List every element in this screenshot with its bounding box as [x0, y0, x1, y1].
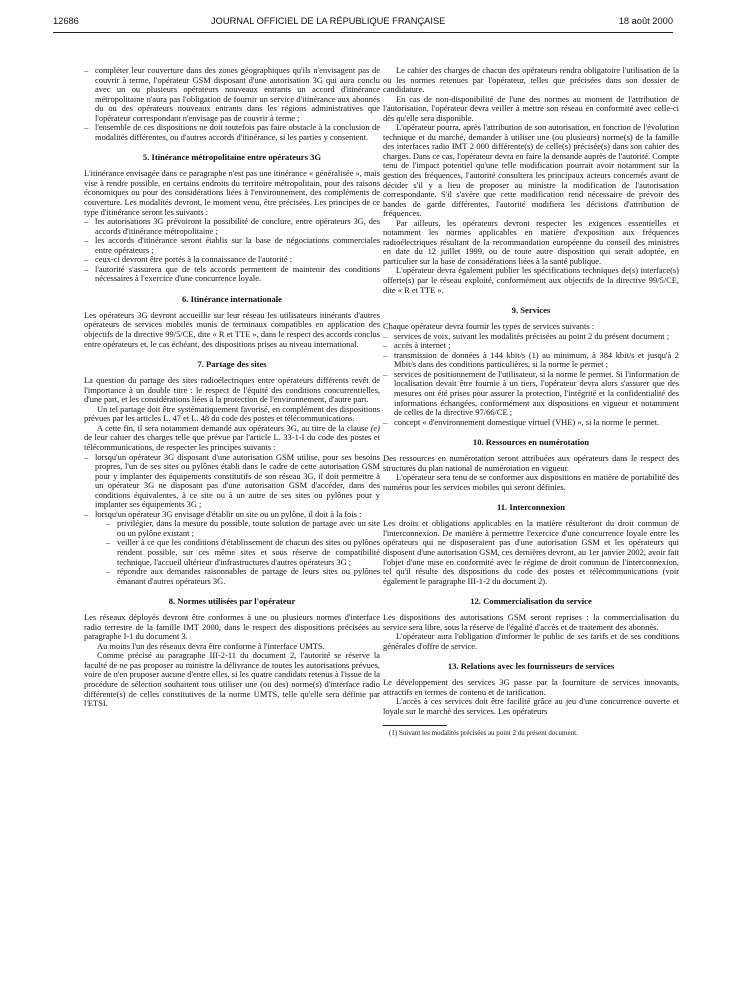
journal-title: JOURNAL OFFICIEL DE LA RÉPUBLIQUE FRANÇAISE	[211, 16, 446, 26]
list-item: – accès à internet ;	[383, 341, 679, 351]
paragraph: Au moins l'un des réseaux devra être conforme à l'interface UMTS.	[97, 640, 325, 651]
section-heading-9: 9. Services	[511, 305, 551, 316]
bullet-list	[84, 453, 380, 587]
paragraph: La question du partage des sites radioélectriques entre opérateurs différents revêt de l'importance à un double titre : le respect de l'équité des conditions concurrentielles, d'une part, et les considérations liées à la protection de l'environnement, d'autre part.	[84, 375, 380, 405]
paragraph: Les réseaux déployés devront être conformes à une ou plusieurs normes d'interface radio terrestre de la famille IMT 2000, dans le respect des dispositions précisées au paragraphe I-1 du document 3.	[84, 612, 380, 642]
running-header	[53, 16, 673, 30]
paragraph: A cette fin, il sera notamment demandé aux opérateurs 3G, au titre de la clause (e) de leur cahier des charges telle que prévue par l'article L. 33-1-I du code des postes et télécommunications, de respecter les principes suivants :	[84, 422, 380, 452]
paragraph: Par ailleurs, les opérateurs devront respecter les exigences essentielles et notamment les normes applicables en matière d'exposition aux fréquences radioélectriques résultant de la recommandation européenne du conseil des ministres en date du 12 juillet 1999, ou de toute autre disposition qui serait adoptée, en particulier sur la base de considérations liées à la santé publique.	[383, 217, 679, 266]
paragraph: Les dispositions des autorisations GSM seront reprises : la commercialisation du service sera libre, sous la réserve de l'égalité d'accès et de traitement des abonnés.	[383, 612, 679, 632]
list-item: – services de positionnement de l'utilisateur, si la norme le permet. Si l'information de localisation devait être fournie à un tiers, l'opérateur devra alors s'assurer que des mesures ont été prises pour assurer la protection, l'intégrité et la confidentialité des informations échangées, conformément aux dispositions en vigueur et notamment de celles de la directive 97/66/CE ;	[383, 370, 679, 418]
list-item: – l'autorité s'assurera que de tels accords permettent de maintenir des conditions nécessaires à l'exercice d'une concurrence loyale.	[84, 265, 380, 284]
list-item: – lorsqu'un opérateur 3G disposant d'une autorisation GSM utilise, pour ses besoins propres, l'un de ses sites ou pylônes établi dans le cadre de cette autorisation GSM pour y implanter des équipements constitutifs de son réseau 3G, il doit permettre à un opérateur 3G ne disposant pas d'une autorisation GSM d'accéder, dans des conditions équivalentes, à ce site ou à un autre de ses sites ou pylônes pour y implanter ses équipements 3G ;	[84, 453, 380, 510]
paragraph: En cas de non-disponibilité de l'une des normes au moment de l'attribution de l'autorisation, l'opérateur devra veiller à mettre son réseau en conformité avec celle-ci dès qu'elle sera disponible.	[383, 93, 679, 123]
list-item: – l'ensemble de ces dispositions ne doit toutefois pas faire obstacle à la conclusion de modalités différentes, ou d'autres accords d'itinérance, si les parties y consentent.	[84, 123, 380, 142]
left-column	[84, 66, 380, 709]
paragraph: L'opérateur devra également publier les spécifications techniques de(s) interface(s) offerte(s) par le réseau exploité, conformément aux objectifs de la directive 99/5/CE, dite « R et TTE ».	[383, 265, 679, 295]
paragraph: L'accès à ces services doit être facilité grâce au jeu d'une concurrence ouverte et loyale sur le marché des services. Les opérateurs	[383, 696, 679, 716]
list-item: – les autorisations 3G prévoiront la possibilité de conclure, entre opérateurs 3G, des accords d'itinérance métropolitaine ;	[84, 217, 380, 236]
paragraph: Les droits et obligations applicables en la matière résulteront du droit commun de l'interconnexion. De manière à permettre l'exercice d'une concurrence loyale entre les opérateurs qui ne disposeraient pas d'une autorisation GSM et les opérateurs qui disposent d'une autorisation GSM, ces dernières devront, au 1er janvier 2002, avoir fait l'objet d'une mise en conformité avec le régime de droit commun de l'interconnexion, tel qu'il résulte des dispositions du code des postes et télécommunications (voir également le paragraphe III-1-2 du document 2).	[383, 518, 679, 586]
section-heading-12: 12. Commercialisation du service	[470, 596, 592, 607]
list-item: – privilégier, dans la mesure du possible, toute solution de partage avec un site ou un pylône existant ;	[106, 519, 380, 538]
bullet-list	[84, 217, 380, 284]
paragraph: L'opérateur pourra, après l'attribution de son autorisation, en fonction de l'évolution technique et du marché, demander à utiliser une (ou plusieurs) norme(s) de la famille des interfaces radio IMT 2 000 différente(s) de celle(s) précisée(s) dans son cahier des charges. Dans ce cas, l'opérateur devra en faire la demande auprès de l'autorité. Compte tenu de l'impact potentiel qu'une telle modification pourrait avoir notamment sur la gestion des fréquences, l'autorité consultera les principaux acteurs concernés avant de décider s'il y a lieu de proposer au ministre la modification de l'autorisation correspondante. S'il s'avère que cette modification rend nécessaire de prévoir des bandes de garde différentes, l'autorité modifiera les décisions d'attribution de fréquences.	[383, 122, 679, 219]
list-item: – répondre aux demandes raisonnables de partage de leurs sites ou pylônes émanant d'autres opérateurs 3G.	[106, 567, 380, 586]
paragraph: Le développement des services 3G passe par la fourniture de services innovants, attractifs en termes de contenu et de tarification.	[383, 677, 679, 697]
section-heading-11: 11. Interconnexion	[496, 502, 566, 513]
section-heading-13: 13. Relations avec les fournisseurs de services	[447, 661, 615, 672]
paragraph: Les opérateurs 3G devront accueillir sur leur réseau les utilisateurs itinérants d'autres opérateurs de services mobiles munis de terminaux compatibles en application des objectifs de la directive 99/5/CE, dite « R et TTE », dans le respect des accords conclus entre opérateurs et, le cas échéant, des dispositions prises au niveau international.	[84, 309, 380, 349]
footnote-rule	[383, 725, 447, 726]
footnote: (1) Suivant les modalités précisées au point 2 du présent document.	[389, 728, 578, 737]
paragraph: Un tel partage doit être systématiquement favorisé, en complément des dispositions prévues par les articles L. 47 et L. 48 du code des postes et télécommunications.	[84, 403, 380, 424]
paragraph: Chaque opérateur devra fournir les types de services suivants :	[383, 321, 595, 332]
list-item: – concept « d'environnement domestique virtuel (VHE) », si la norme le permet.	[383, 418, 679, 428]
issue-date: 18 août 2000	[618, 16, 673, 26]
list-item: – services de voix, suivant les modalités précisées au point 2 du présent document ;	[383, 332, 679, 342]
continued-bullet-list	[84, 66, 380, 142]
section-heading-10: 10. Ressources en numérotation	[472, 437, 590, 448]
section-heading-6: 6. Itinérance internationale	[181, 293, 282, 304]
list-item: – veiller à ce que les conditions d'établissement de chacun des sites ou pylônes rendent possible, sur ces même sites et sous réserve de compatibilité technique, l'accueil ultérieur d'infrastructures d'autres opérateurs 3G ;	[106, 538, 380, 567]
paragraph: L'opérateur sera tenu de se conformer aux dispositions en matière de portabilité des numéros pour les services mobiles qui seront définies.	[383, 472, 679, 492]
list-item: – ceux-ci devront être portés à la connaissance de l'autorité ;	[84, 255, 380, 265]
page-number: 12686	[53, 16, 79, 26]
sub-bullet-list	[106, 519, 380, 586]
list-item: – transmission de données à 144 kbit/s (1) au minimum, à 384 kbit/s et jusqu'à 2 Mbit/s dans des conditions particulières, si la norme le permet ;	[383, 351, 679, 370]
section-heading-5: 5. Itinérance métropolitaine entre opérateurs 3G	[142, 152, 322, 163]
list-item: – compléter leur couverture dans des zones géographiques qu'ils n'envisagent pas de couvrir à terme, l'opérateur GSM disposant d'une autorisation 3G qui aura conclu avec un ou plusieurs opérateurs nouveaux entrants un accord d'itinérance métropolitaine n'aura pas l'obligation de fournir un service d'itinérance aux abonnés du ou des opérateurs nouveaux entrants dans les régions administratives que l'opérateur correspondant n'envisage pas de couvrir à terme ;	[84, 66, 380, 123]
section-heading-8: 8. Normes utilisées par l'opérateur	[168, 596, 296, 607]
bullet-list	[383, 332, 679, 427]
paragraph: L'itinérance envisagée dans ce paragraphe n'est pas une itinérance « généralisée », mais vise à rendre possible, en certains endroits du territoire métropolitain, pour des raisons économiques ou pour des considérations liées à l'environnement, des compléments de couverture. Les modalités devront, le moment venu, être précisées. Les principes de ce type d'itinérance seront les suivants :	[84, 168, 380, 217]
list-item: – lorsqu'un opérateur 3G envisage d'établir un site ou un pylône, il doit à la fois : – privilégier, dans la mesure du possible, toute solution de partage avec un site ou un pylône existant ; – veiller à ce que les conditions d'établissement de chacun des sites ou pylônes rendent possible, sur ces même sites et sous réserve de compatibilité technique, l'accueil ultérieur d'infrastructures d'autres opérateurs 3G ; – répondre aux demandes raisonnables de partage de leurs sites ou pylônes émanant d'autres opérateurs 3G.	[84, 510, 380, 586]
right-column	[383, 66, 679, 737]
paragraph: Des ressources en numérotation seront attribuées aux opérateurs dans le respect des structures du plan national de numérotation en vigueur.	[383, 453, 679, 473]
paragraph: Le cahier des charges de chacun des opérateurs rendra obligatoire l'utilisation de la ou les normes retenues par l'opérateur, telles que précisées dans son dossier de candidature.	[383, 65, 679, 95]
section-heading-7: 7. Partage des sites	[197, 359, 267, 370]
header-rule	[53, 32, 673, 33]
paragraph: L'opérateur aura l'obligation d'informer le public de ses tarifs et de ses conditions générales d'offre de service.	[383, 631, 679, 651]
paragraph: Comme précisé au paragraphe III-2-11 du document 2, l'autorité se réserve la faculté de ne pas proposer au ministre la délivrance de toutes les autorisations prévues, voire de n'en proposer aucune d'entre elles, si les quatre candidats retenus à l'issue de la procédure de sélection souhaitent tous utiliser une (ou des) norme(s) d'interface radio différente(s) de celles constitutives de la norme UMTS, telle qu'elle sera définie par l'ETSI.	[84, 650, 380, 709]
list-item: – les accords d'itinérance seront établis sur la base de négociations commerciales entre opérateurs ;	[84, 236, 380, 255]
